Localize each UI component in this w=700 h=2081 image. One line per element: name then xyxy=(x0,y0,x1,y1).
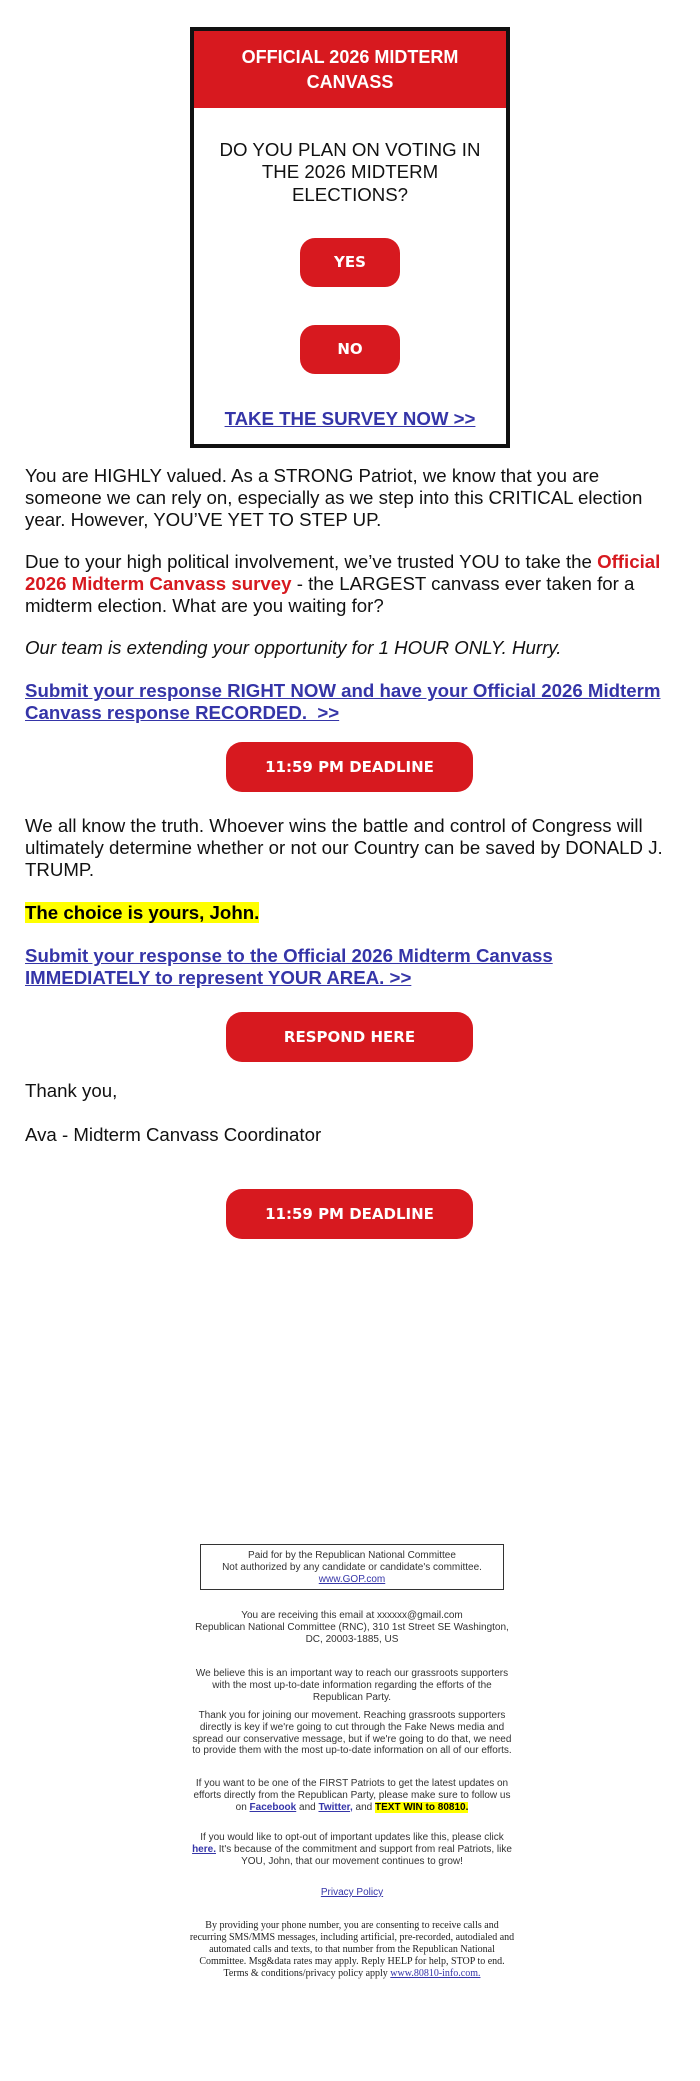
follow-paragraph xyxy=(189,1778,515,1813)
submit-link-paragraph xyxy=(25,680,680,724)
paid-for-disclaimer xyxy=(200,1544,504,1590)
gop-website-link[interactable]: www.GOP.com xyxy=(318,1573,386,1585)
not-authorized-line: Not authorized by any candidate or candidate's committee. xyxy=(222,1561,482,1573)
terms-website-link[interactable]: www.80810-info.com. xyxy=(390,1968,481,1979)
submit-response-link[interactable]: Submit your response RIGHT NOW and have your Official 2026 Midterm Canvass response RECORDED. >> xyxy=(25,680,661,723)
optout-paragraph xyxy=(189,1832,515,1867)
signoff: Thank you, xyxy=(25,1080,118,1101)
survey-name-emphasis: Official 2026 Midterm Canvass survey xyxy=(25,551,661,594)
privacy-paragraph xyxy=(189,1887,515,1899)
optout-here-link[interactable]: here. xyxy=(192,1843,216,1855)
no-button[interactable]: NO xyxy=(300,325,400,374)
optout-text-end: It's because of the commitment and support from real Patriots, like YOU, John, that our movement continues to grow! xyxy=(215,1843,512,1867)
represent-link-paragraph xyxy=(25,945,680,989)
believe-paragraph: We believe this is an important way to reach our grassroots supporters with the most up-to-date information regarding the efforts of the Republican Party. xyxy=(195,1668,509,1703)
follow-text: If you want to be one of the FIRST Patriots to get the latest updates on efforts directly from the Republican Party, please make sure to follow us on xyxy=(193,1778,511,1813)
deadline-button-2[interactable]: 11:59 PM DEADLINE xyxy=(226,1189,473,1239)
paid-for-line: Paid for by the Republican National Committee xyxy=(248,1550,456,1561)
receiving-email-line: You are receiving this email at xxxxxx@gmail.com xyxy=(241,1610,463,1621)
privacy-policy-link[interactable]: Privacy Policy xyxy=(320,1887,384,1898)
thanks-paragraph: Thank you for joining our movement. Reaching grassroots supporters directly is key if we're going to cut through the Fake News media and spread our conservative message, but if we're going to do that, we need to provide them with the most up-to-date information on all of our efforts. xyxy=(192,1710,512,1757)
follow-and-text: and xyxy=(296,1801,319,1813)
survey-invite-paragraph xyxy=(25,551,680,616)
choice-highlight: The choice is yours, John. xyxy=(25,902,260,923)
deadline-button[interactable]: 11:59 PM DEADLINE xyxy=(226,742,473,792)
take-survey-link[interactable]: TAKE THE SURVEY NOW >> xyxy=(224,408,476,429)
follow-and-text-2: and xyxy=(352,1801,375,1813)
twitter-link[interactable]: Twitter, xyxy=(318,1801,353,1813)
survey-header: OFFICIAL 2026 MIDTERM CANVASS xyxy=(194,31,506,108)
survey-box xyxy=(190,27,510,448)
survey-invite-text-end: - the LARGEST canvass ever taken for a midterm election. What are you waiting for? xyxy=(25,572,635,616)
respond-here-button[interactable]: RESPOND HERE xyxy=(226,1012,473,1062)
rnc-address: Republican National Committee (RNC), 310 1st Street SE Washington, DC, 20003-1885, US xyxy=(195,1621,509,1645)
represent-area-link[interactable]: Submit your response to the Official 2026 Midterm Canvass IMMEDIATELY to represent YOUR AREA. >> xyxy=(25,945,553,988)
intro-paragraph: You are HIGHLY valued. As a STRONG Patriot, we know that you are someone we can rely on, especially as we step into this CRITICAL election year. However, YOU’VE YET TO STEP UP. xyxy=(25,465,643,530)
legal-text: By providing your phone number, you are consenting to receive calls and recurring SMS/MMS messages, including artificial, pre-recorded, autodialed and automated calls and texts, to that number from the Republican National Committee. Msg&data rates may apply. Reply HELP for help, STOP to end. Terms & conditions/privacy policy apply xyxy=(189,1920,515,1979)
sms-consent-legal xyxy=(189,1920,515,1980)
survey-invite-text: Due to your high political involvement, we’ve trusted YOU to take the xyxy=(25,551,598,572)
receiving-notice xyxy=(189,1610,515,1645)
survey-question: DO YOU PLAN ON VOTING IN THE 2026 MIDTERM ELECTIONS? xyxy=(219,138,481,205)
truth-paragraph: We all know the truth. Whoever wins the battle and control of Congress will ultimately determine whether or not our Country can be saved by DONALD J. TRUMP. xyxy=(25,815,663,880)
urgency-text: Our team is extending your opportunity for 1 HOUR ONLY. Hurry. xyxy=(25,637,562,658)
text-win-highlight: TEXT WIN to 80810. xyxy=(375,1801,469,1813)
signature: Ava - Midterm Canvass Coordinator xyxy=(25,1124,322,1145)
optout-text: If you would like to opt-out of important updates like this, please click xyxy=(200,1832,504,1843)
yes-button[interactable]: YES xyxy=(300,238,400,287)
facebook-link[interactable]: Facebook xyxy=(249,1801,297,1813)
choice-paragraph xyxy=(25,902,680,924)
